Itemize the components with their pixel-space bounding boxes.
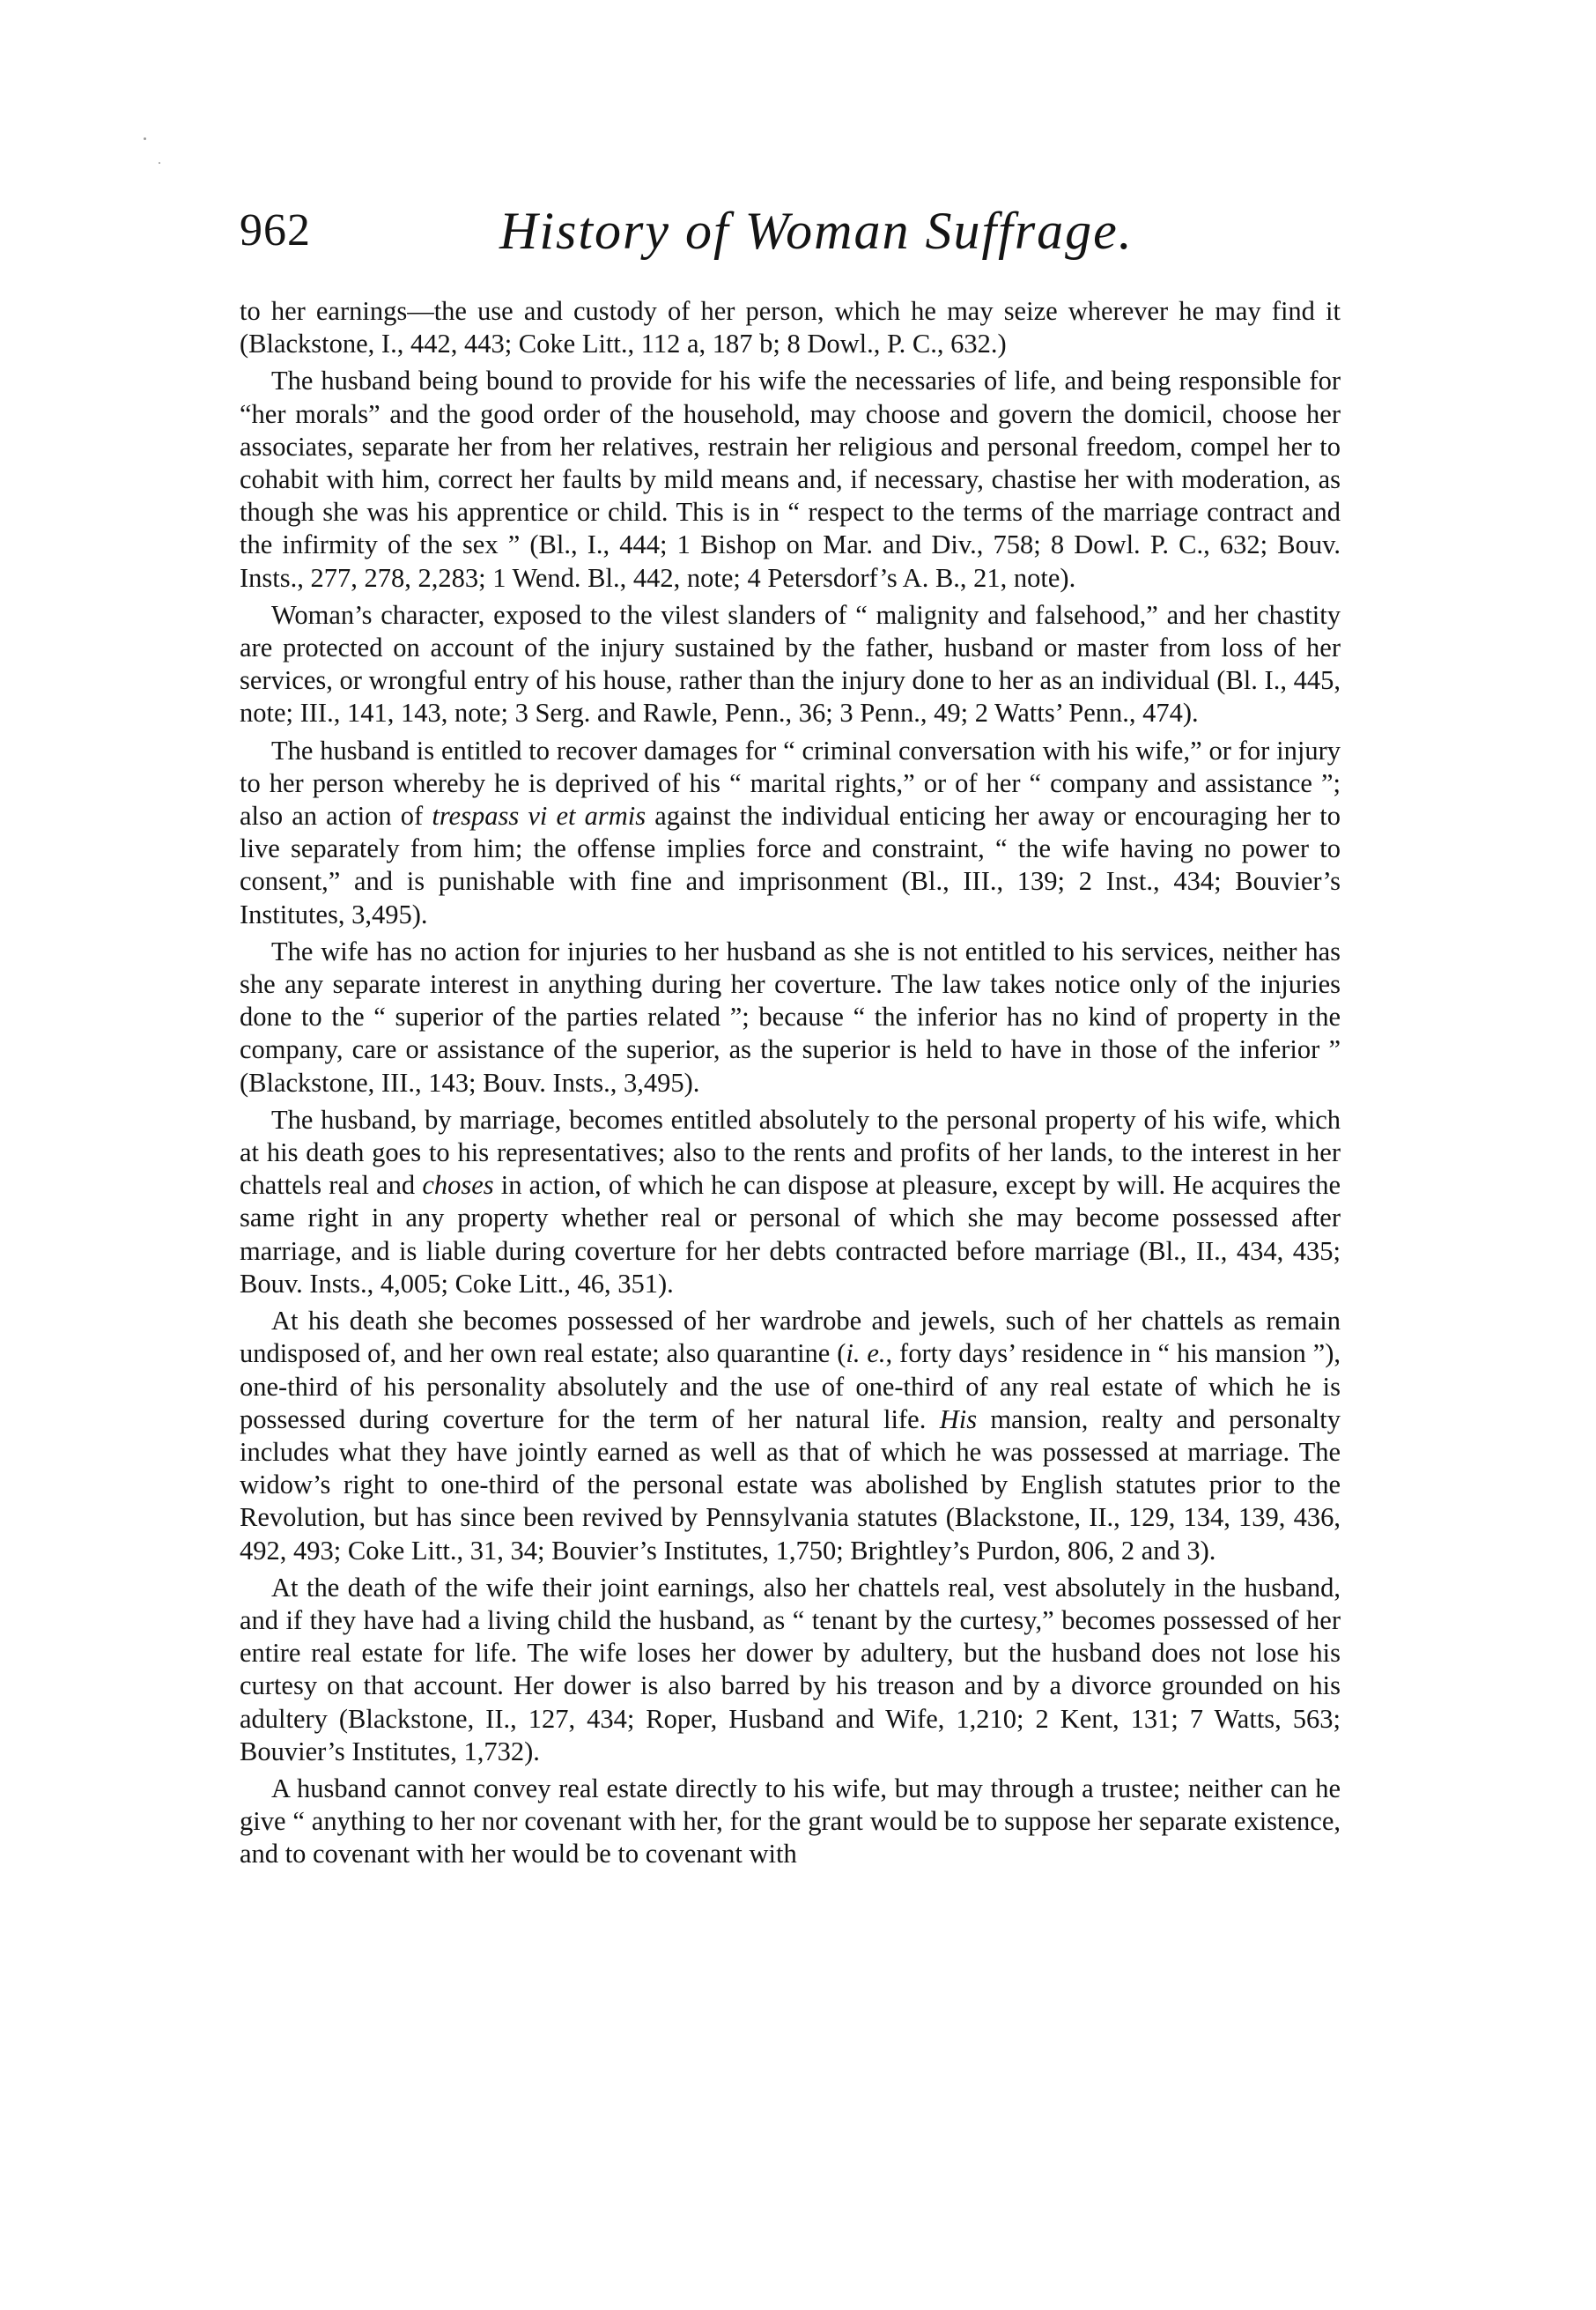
text-run: mansion, realty and personalty includes what they have jointly earned as well as that of which he was possessed at marriage. The widow’s right to one-third of the personal estate was abolished by English statutes prior to the Revolution, but has since been revived by Pennsylvania statutes (Blackstone, II., 129, 134, 139, 436, 492, 493; Coke Litt., 31, 34; Bouvier’s Institutes, 1,750; Brightley’s Purdon, 806, 2 and 3).	[240, 1403, 1341, 1566]
paragraph	[240, 1773, 1341, 1871]
scan-speck	[159, 162, 160, 164]
paragraph	[240, 599, 1341, 730]
paragraph	[240, 1305, 1341, 1567]
text-run: The husband being bound to provide for his wife the necessaries of life, and being responsible for “her morals” and the good order of the household, may choose and govern the domicil, choose her associates, separate her from her relatives, restrain her religious and personal freedom, compel her to cohabit with him, correct her faults by mild means and, if necessary, chastise her with moderation, as though she was his apprentice or child. This is in “ respect to the terms of the marriage contract and the infirmity of the sex ” (Bl., I., 444; 1 Bishop on Mar. and Div., 758; 8 Dowl. P. C., 632; Bouv. Insts., 277, 278, 2,283; 1 Wend. Bl., 442, note; 4 Petersdorf’s A. B., 21, note).	[240, 366, 1341, 593]
text-run: A husband cannot convey real estate directly to his wife, but may through a trustee; neither can he give “ anything to her nor covenant with her, for the grant would be to suppose her separate existence, and to covenant with her would be to covenant with	[240, 1773, 1341, 1869]
italic-phrase: His	[939, 1403, 978, 1434]
paragraph	[240, 936, 1341, 1099]
page-number: 962	[240, 205, 311, 255]
paragraph	[240, 1104, 1341, 1300]
paragraph	[240, 365, 1341, 594]
text-run: against the individual enticing her away or encouraging her to live separately from him; the offense implies force and constraint, “ the wife having no power to consent,” and is punishable with fine and imprisonment (Bl., III., 139; 2 Inst., 434; Bouvier’s Institutes, 3,495).	[240, 801, 1341, 929]
italic-phrase: trespass vi et armis	[432, 801, 647, 832]
text-run: The wife has no action for injuries to her husband as she is not entitled to his services, neither has she any separate interest in anything during her coverture. The law takes notice only of the injuries done to the “ superior of the parties related ”; because “ the inferior has no kind of property in the company, care or assistance of the superior, as the superior is held to have in those of the inferior ” (Blackstone, III., 143; Bouv. Insts., 3,495).	[240, 936, 1341, 1098]
running-title: History of Woman Suffrage.	[499, 202, 1134, 260]
text-run: , forty days’ residence in “ his mansion ”), one-third of his personality absolutely and the use of one-third of any real estate of which he is possessed during coverture for the term of her natural life.	[240, 1338, 1341, 1434]
scan-speck	[144, 137, 146, 140]
paragraph	[240, 295, 1341, 360]
text-run: Woman’s character, exposed to the vilest slanders of “ malignity and falsehood,” and her chastity are protected on account of the injury sustained by the father, husband or master from loss of her services, or wrongful entry of his house, rather than the injury done to her as an individual (Bl. I., 445, note; III., 141, 143, note; 3 Serg. and Rawle, Penn., 36; 3 Penn., 49; 2 Watts’ Penn., 474).	[240, 599, 1341, 729]
text-run: At his death she becomes possessed of her wardrobe and jewels, such of her chattels as remain undisposed of, and her own real estate; also quarantine (	[240, 1306, 1341, 1369]
paragraph	[240, 1572, 1341, 1768]
page-header	[240, 199, 1341, 278]
italic-phrase: i. e.	[846, 1338, 886, 1369]
text-run: The husband, by marriage, becomes entitled absolutely to the personal property of his wife, which at his death goes to his representatives; also to the rents and profits of her lands, to the interest in her chattels real and	[240, 1104, 1341, 1201]
paragraph	[240, 735, 1341, 931]
text-run: to her earnings—the use and custody of her person, which he may seize wherever he may find it (Blackstone, I., 442, 443; Coke Litt., 112 a, 187 b; 8 Dowl., P. C., 632.)	[240, 296, 1341, 359]
italic-phrase: choses	[422, 1170, 494, 1201]
text-run: in action, of which he can dispose at pleasure, except by will. He acquires the same right in any property whether real or personal of which she may become possessed after marriage, and is liable during coverture for her debts contracted before marriage (Bl., II., 434, 435; Bouv. Insts., 4,005; Coke Litt., 46, 351).	[240, 1170, 1341, 1299]
text-run: At the death of the wife their joint earnings, also her chattels real, vest absolutely in the husband, and if they have had a living child the husband, as “ tenant by the curtesy,” becomes possessed of her entire real estate for life. The wife loses her dower by adultery, but the husband does not lose his curtesy on that account. Her dower is also barred by his treason and by a divorce grounded on his adultery (Blackstone, II., 127, 434; Roper, Husband and Wife, 1,210; 2 Kent, 131; 7 Watts, 563; Bouvier’s Institutes, 1,732).	[240, 1572, 1341, 1766]
text-run: The husband is entitled to recover damages for “ criminal conversation with his wife,” or for injury to her person whereby he is deprived of his “ marital rights,” or of her “ company and assistance ”; also an action of	[240, 735, 1341, 832]
body-text	[240, 295, 1341, 1871]
